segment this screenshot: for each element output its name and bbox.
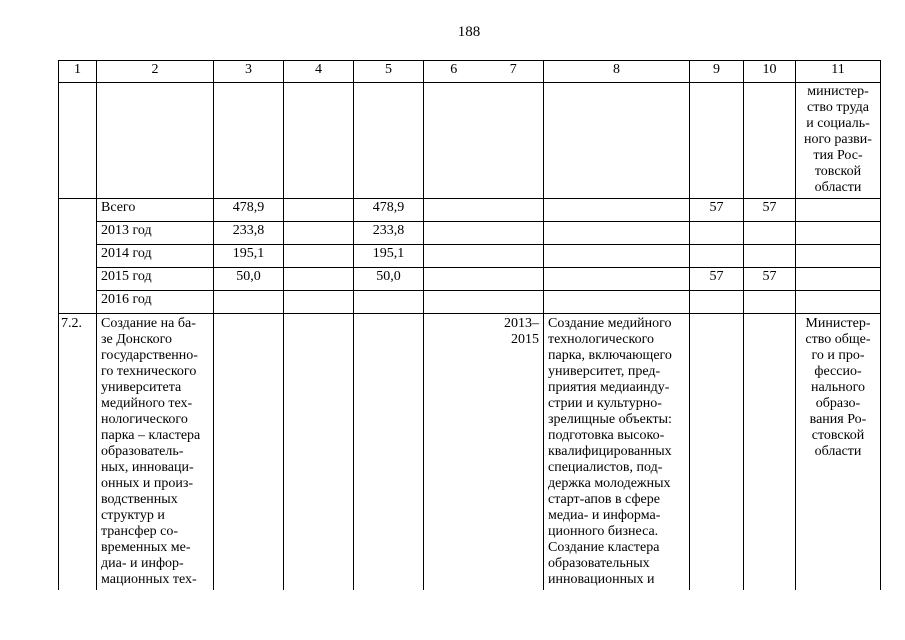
executor-line: министер- xyxy=(807,84,869,99)
funding-col6-7 xyxy=(424,222,544,245)
item-result-line: ционного бизнеса. xyxy=(548,524,659,539)
item-name-line: медийного тех- xyxy=(101,396,193,411)
cont-cell-5 xyxy=(354,83,424,199)
funding-col8 xyxy=(544,245,690,268)
funding-col11 xyxy=(796,291,881,314)
funding-col8 xyxy=(544,222,690,245)
item-col4 xyxy=(284,314,354,591)
funding-col4 xyxy=(284,245,354,268)
cont-cell-3 xyxy=(214,83,284,199)
item-result-line: квалифицированных xyxy=(548,444,672,459)
funding-budget-value: 195,1 xyxy=(354,245,424,268)
header-col-7: 7 xyxy=(484,61,544,83)
funding-col11 xyxy=(796,268,881,291)
header-col-1: 1 xyxy=(59,61,97,83)
funding-col4 xyxy=(284,291,354,314)
item-name-line: парка – кластера xyxy=(101,428,201,443)
funding-col11 xyxy=(796,222,881,245)
item-years-line: 2013– xyxy=(504,316,539,331)
header-row xyxy=(59,61,881,83)
item-result-line: образовательных xyxy=(548,556,650,571)
funding-label: Всего xyxy=(97,199,214,222)
item-name-line: диа- и инфор- xyxy=(101,556,184,571)
funding-col6-7 xyxy=(424,245,544,268)
funding-label: 2013 год xyxy=(97,222,214,245)
funding-col4 xyxy=(284,268,354,291)
funding-total-value: 195,1 xyxy=(214,245,284,268)
item-name-line: государственно- xyxy=(101,348,198,363)
funding-total-value: 233,8 xyxy=(214,222,284,245)
executor-line: товской xyxy=(814,164,862,179)
item-name-line: онных и произ- xyxy=(101,476,194,491)
item-name-line: ных, инноваци- xyxy=(101,460,194,475)
funding-row-total xyxy=(59,199,881,222)
cont-cell-9 xyxy=(690,83,744,199)
item-number: 7.2. xyxy=(59,314,97,591)
item-years-cell xyxy=(424,314,544,591)
funding-number-cell xyxy=(59,199,97,314)
continuation-row xyxy=(59,83,881,199)
item-name-line: образователь- xyxy=(101,444,184,459)
item-name-line: трансфер со- xyxy=(101,524,179,539)
funding-budget-value: 478,9 xyxy=(354,199,424,222)
item-executor-line: ство обще- xyxy=(805,332,871,347)
item-result-line: держка молодежных xyxy=(548,476,671,491)
cont-cell-8 xyxy=(544,83,690,199)
indicator-col10 xyxy=(744,245,796,268)
item-result-line: парка, включающего xyxy=(548,348,672,363)
item-col10 xyxy=(744,314,796,591)
item-col9 xyxy=(690,314,744,591)
item-name-line: зе Донского xyxy=(101,332,172,347)
item-result-line: зрелищные объекты: xyxy=(548,412,672,427)
header-col-3: 3 xyxy=(214,61,284,83)
item-executor-line: фессио- xyxy=(814,364,862,379)
item-result-line: инновационных и xyxy=(548,572,655,587)
item-name-line: го технического xyxy=(101,364,197,379)
executor-cell-continued xyxy=(796,83,881,199)
header-col-2: 2 xyxy=(97,61,214,83)
page-number: 188 xyxy=(457,24,481,40)
item-result-line: медиа- и информа- xyxy=(548,508,661,523)
header-col-5: 5 xyxy=(354,61,424,83)
funding-col11 xyxy=(796,199,881,222)
item-col5 xyxy=(354,314,424,591)
funding-total-value xyxy=(214,291,284,314)
header-col-4: 4 xyxy=(284,61,354,83)
indicator-col10 xyxy=(744,291,796,314)
item-col3 xyxy=(214,314,284,591)
funding-col11 xyxy=(796,245,881,268)
item-executor-line: стовской xyxy=(811,428,865,443)
funding-col4 xyxy=(284,222,354,245)
funding-col8 xyxy=(544,291,690,314)
funding-row-2016 xyxy=(59,291,881,314)
header-col-6: 6 xyxy=(424,61,484,83)
funding-col6-7 xyxy=(424,291,544,314)
item-executor-line: образо- xyxy=(815,396,861,411)
funding-total-value: 50,0 xyxy=(214,268,284,291)
header-col-8: 8 xyxy=(544,61,690,83)
indicator-col10 xyxy=(744,222,796,245)
item-name-line: водственных xyxy=(101,492,178,507)
item-executor-line: области xyxy=(814,444,862,459)
item-name-line: университета xyxy=(101,380,182,395)
item-result-line: университет, пред- xyxy=(548,364,661,379)
cont-cell-4 xyxy=(284,83,354,199)
item-row-7-2 xyxy=(59,314,881,591)
item-executor-line: нального xyxy=(810,380,866,395)
header-col-11: 11 xyxy=(796,61,881,83)
cont-cell-6-7 xyxy=(424,83,544,199)
executor-line: области xyxy=(814,180,862,195)
funding-budget-value xyxy=(354,291,424,314)
indicator-col9: 57 xyxy=(690,199,744,222)
funding-label: 2015 год xyxy=(97,268,214,291)
item-result-cell xyxy=(544,314,690,591)
item-result-line: подготовка высоко- xyxy=(548,428,665,443)
header-col-10: 10 xyxy=(744,61,796,83)
cont-cell-10 xyxy=(744,83,796,199)
executor-line: ство труда xyxy=(807,100,869,115)
funding-row-2015 xyxy=(59,268,881,291)
executor-line: и социаль- xyxy=(806,116,870,131)
funding-budget-value: 233,8 xyxy=(354,222,424,245)
item-result-line: старт-апов в сфере xyxy=(548,492,660,507)
indicator-col9: 57 xyxy=(690,268,744,291)
item-result-line: технологического xyxy=(548,332,654,347)
item-executor-line: Министер- xyxy=(805,316,871,331)
funding-label: 2016 год xyxy=(97,291,214,314)
funding-total-value: 478,9 xyxy=(214,199,284,222)
indicator-col10: 57 xyxy=(744,268,796,291)
funding-col4 xyxy=(284,199,354,222)
item-executor-line: вания Ро- xyxy=(809,412,867,427)
item-result-line: Создание кластера xyxy=(548,540,660,555)
funding-label: 2014 год xyxy=(97,245,214,268)
item-name-cell xyxy=(97,314,214,591)
item-result-line: Создание медийного xyxy=(548,316,672,331)
item-executor-line: го и про- xyxy=(811,348,865,363)
indicator-col9 xyxy=(690,291,744,314)
funding-budget-value: 50,0 xyxy=(354,268,424,291)
item-name-line: временных ме- xyxy=(101,540,191,555)
indicator-col9 xyxy=(690,222,744,245)
funding-col8 xyxy=(544,199,690,222)
item-name-line: мационных тех- xyxy=(101,572,197,587)
executor-line: ного разви- xyxy=(804,132,872,147)
cont-cell-1 xyxy=(59,83,97,199)
executor-line: тия Рос- xyxy=(813,148,863,163)
item-executor-cell xyxy=(796,314,881,591)
indicator-col10: 57 xyxy=(744,199,796,222)
item-name-line: нологического xyxy=(101,412,188,427)
item-result-line: приятия медиаинду- xyxy=(548,380,670,395)
item-years-line: 2015 xyxy=(511,332,539,347)
cont-cell-2 xyxy=(97,83,214,199)
funding-col6-7 xyxy=(424,199,544,222)
item-result-line: стрии и культурно- xyxy=(548,396,662,411)
funding-col8 xyxy=(544,268,690,291)
indicator-col9 xyxy=(690,245,744,268)
item-name-line: Создание на ба- xyxy=(101,316,196,331)
program-table xyxy=(58,60,881,590)
funding-row-2014 xyxy=(59,245,881,268)
funding-row-2013 xyxy=(59,222,881,245)
funding-col6-7 xyxy=(424,268,544,291)
item-result-line: специалистов, под- xyxy=(548,460,663,475)
item-name-line: структур и xyxy=(101,508,165,523)
header-col-9: 9 xyxy=(690,61,744,83)
